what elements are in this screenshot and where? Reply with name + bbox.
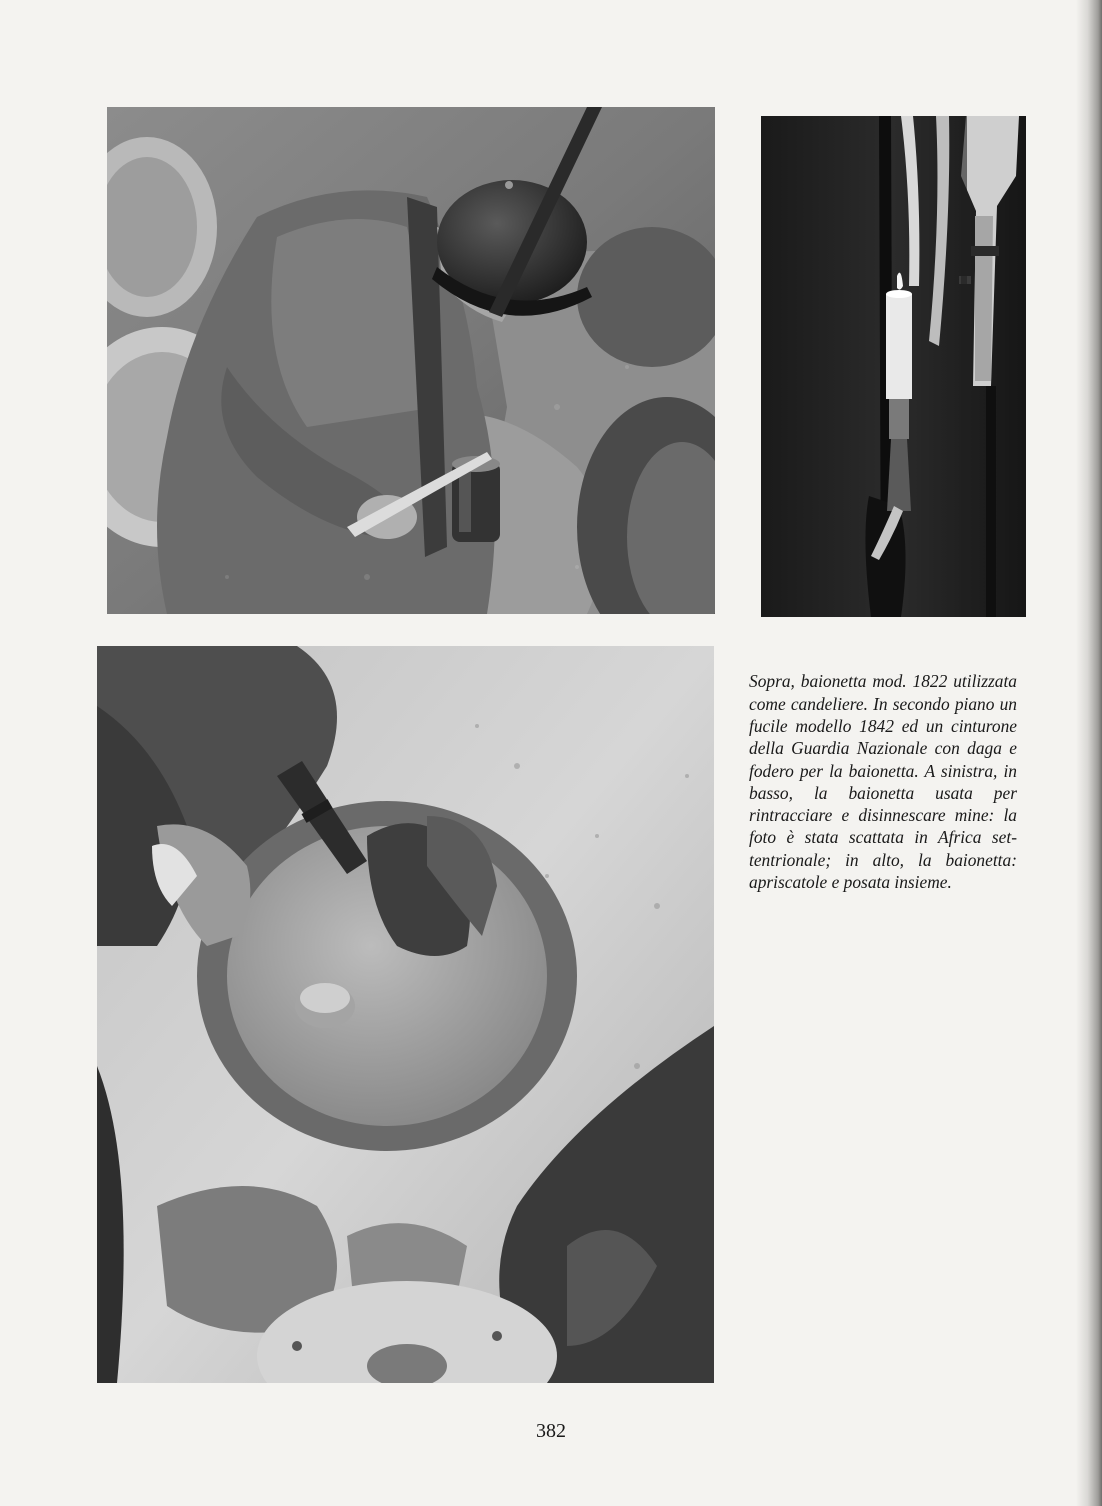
photo-bayonet-mine-disarm: [97, 646, 714, 1383]
photo-soldier-opening-can: [107, 107, 715, 614]
scan-page-edge: [1076, 0, 1102, 1506]
photo-caption: Sopra, baionetta mod. 1822 utilizzata come candeliere. In secondo piano un fucile modello 1842 ed un cinturone della Guardia Nazionale con daga e fodero per la baionetta. A sinistra, in basso, la baionetta usata per rintracciare e disinnescare mine: la foto è stata scattata in Africa settentrionale; in alto, la baionetta: apriscatole e posata insieme.: [749, 671, 1017, 893]
photo-bayonet-candle-holder: [761, 116, 1026, 617]
page-number: 382: [536, 1420, 566, 1442]
